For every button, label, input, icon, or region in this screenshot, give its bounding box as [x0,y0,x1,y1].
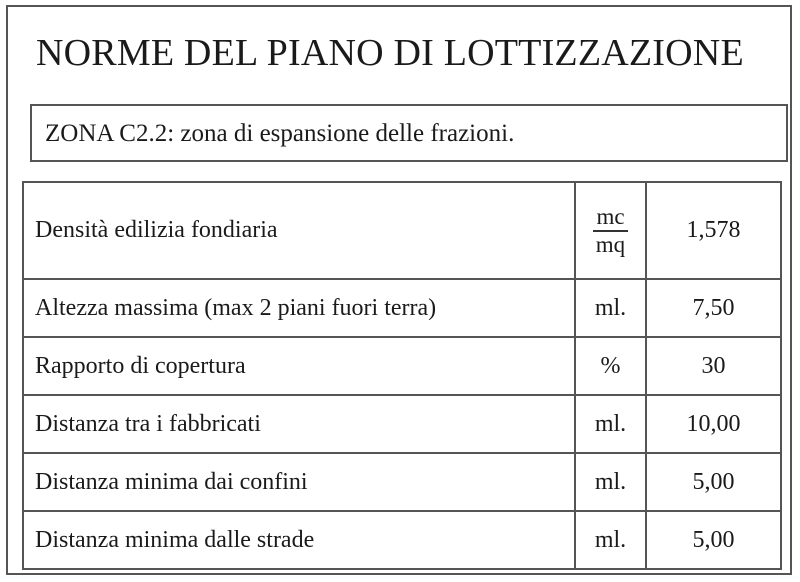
table-row-max-height [23,279,781,337]
table-row-coverage-ratio [23,337,781,395]
row-label: Distanza minima dai confini [23,453,575,511]
table-row-building-distance [23,395,781,453]
row-label: Distanza minima dalle strade [23,511,575,569]
row-value: 7,50 [646,279,781,337]
unit-numerator: mc [593,205,627,232]
row-value: 1,578 [646,182,781,279]
row-value: 30 [646,337,781,395]
row-label: Altezza massima (max 2 piani fuori terra) [23,279,575,337]
row-label: Rapporto di copertura [23,337,575,395]
row-value: 5,00 [646,453,781,511]
row-value: 5,00 [646,511,781,569]
unit-fraction [593,205,627,257]
table-row-boundary-distance [23,453,781,511]
row-unit: % [575,337,646,395]
zone-box [30,104,788,162]
row-label: Densità edilizia fondiaria [23,182,575,279]
unit-denominator: mq [595,232,626,257]
row-label: Distanza tra i fabbricati [23,395,575,453]
row-unit: ml. [575,511,646,569]
norms-table [22,181,782,570]
row-unit [575,182,646,279]
table-row-density [23,182,781,279]
row-unit: ml. [575,453,646,511]
row-value: 10,00 [646,395,781,453]
document-title: NORME DEL PIANO DI LOTTIZZAZIONE [36,32,744,74]
zone-description: ZONA C2.2: zona di espansione delle frazioni. [45,120,515,147]
row-unit: ml. [575,279,646,337]
table-row-road-distance [23,511,781,569]
row-unit: ml. [575,395,646,453]
